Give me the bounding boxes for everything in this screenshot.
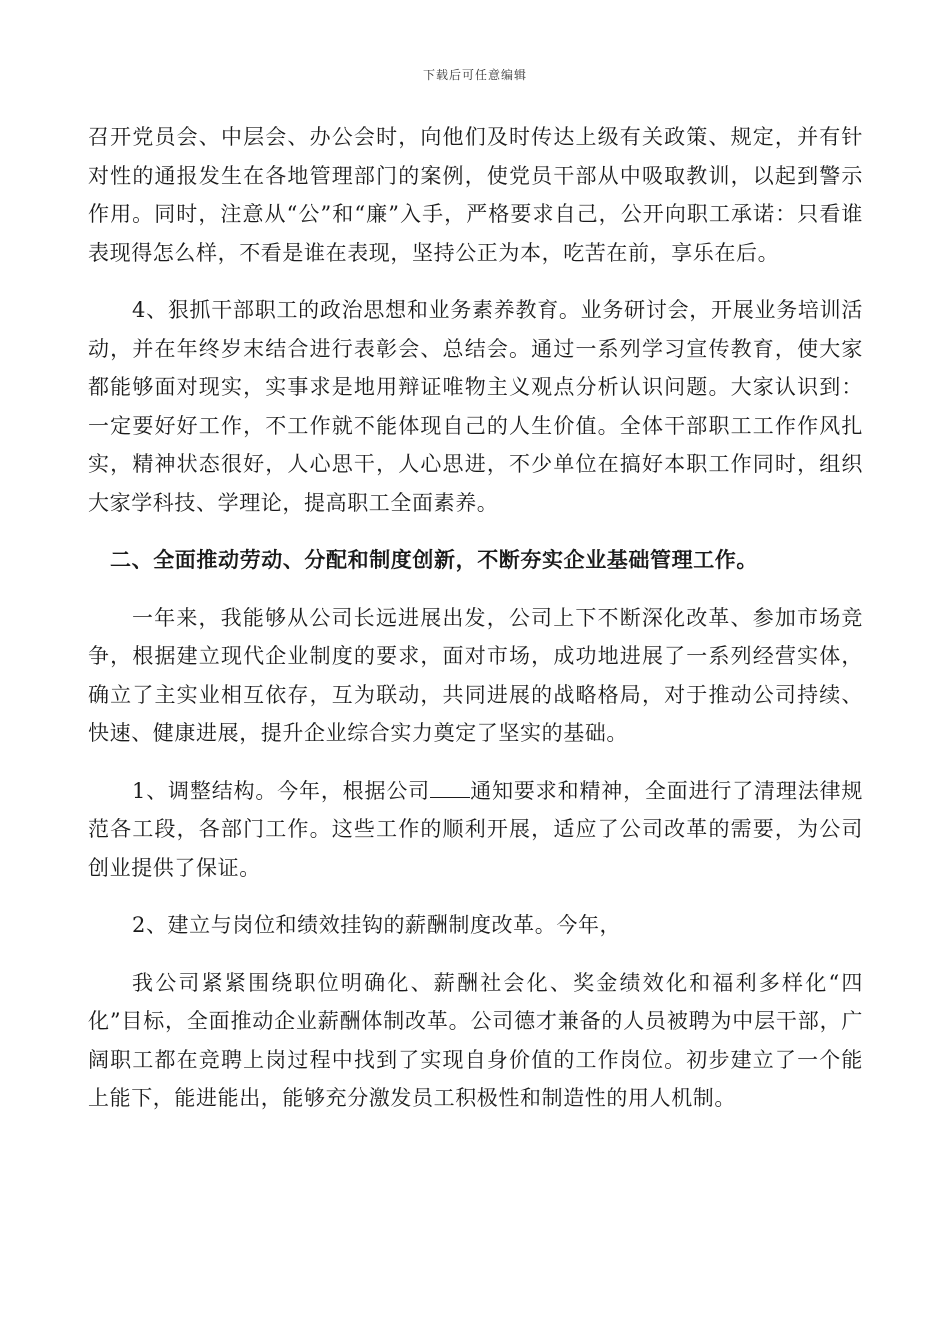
page-header: 下载后可任意编辑 — [422, 68, 527, 82]
blank-underline — [430, 779, 470, 798]
paragraph-4 — [88, 772, 863, 888]
paragraph-2: 4、狠抓干部职工的政治思想和业务素养教育。业务研讨会，开展业务培训活动，并在年终岁末结合进行表彰会、总结会。通过一系列学习宣传教育，使大家都能够面对现实，实事求是地用辩证唯物主义观点分析认识问题。大家认识到：一定要好好工作，不工作就不能体现自己的人生价值。全体干部职工工作作风扎实，精神状态很好，人心思干，人心思进，不少单位在搞好本职工作同时，组织大家学科技、学理论，提高职工全面素养。 — [88, 298, 863, 515]
paragraph-4-start: 1、调整结构。今年，根据公司 — [132, 778, 431, 803]
paragraph-6: 我公司紧紧围绕职位明确化、薪酬社会化、奖金绩效化和福利多样化“四化”目标，全面推动企业薪酬体制改革。公司德才兼备的人员被聘为中层干部，广阔职工都在竞聘上岗过程中找到了实现自身价值的工作岗位。初步建立了一个能上能下，能进能出，能够充分激发员工积极性和制造性的用人机制。 — [88, 970, 863, 1110]
paragraph-1: 召开党员会、中层会、办公会时，向他们及时传达上级有关政策、规定，并有针对性的通报发生在各地管理部门的案例，使党员干部从中吸取教训，以起到警示作用。同时，注意从“公”和“廉”入手，严格要求自己，公开向职工承诺：只看谁表现得怎么样，不看是谁在表现，坚持公正为本，吃苦在前，享乐在后。 — [88, 125, 863, 265]
paragraph-4-end: 通知要求和精神，全面进行了清理法律规范各工段，各部门工作。这些工作的顺利开展，适应了公司改革的需要，为公司创业提供了保证。 — [88, 778, 863, 880]
section-heading-2: 二、全面推动劳动、分配和制度创新，不断夯实企业基础管理工作。 — [110, 547, 758, 572]
document-body — [88, 118, 863, 1137]
paragraph-3: 一年来，我能够从公司长远进展出发，公司上下不断深化改革、参加市场竞争，根据建立现代企业制度的要求，面对市场，成功地进展了一系列经营实体，确立了主实业相互依存，互为联动，共同进展的战略格局，对于推动公司持续、快速、健康进展，提升企业综合实力奠定了坚实的基础。 — [88, 605, 863, 745]
paragraph-5: 2、建立与岗位和绩效挂钩的薪酬制度改革。今年， — [132, 913, 622, 937]
